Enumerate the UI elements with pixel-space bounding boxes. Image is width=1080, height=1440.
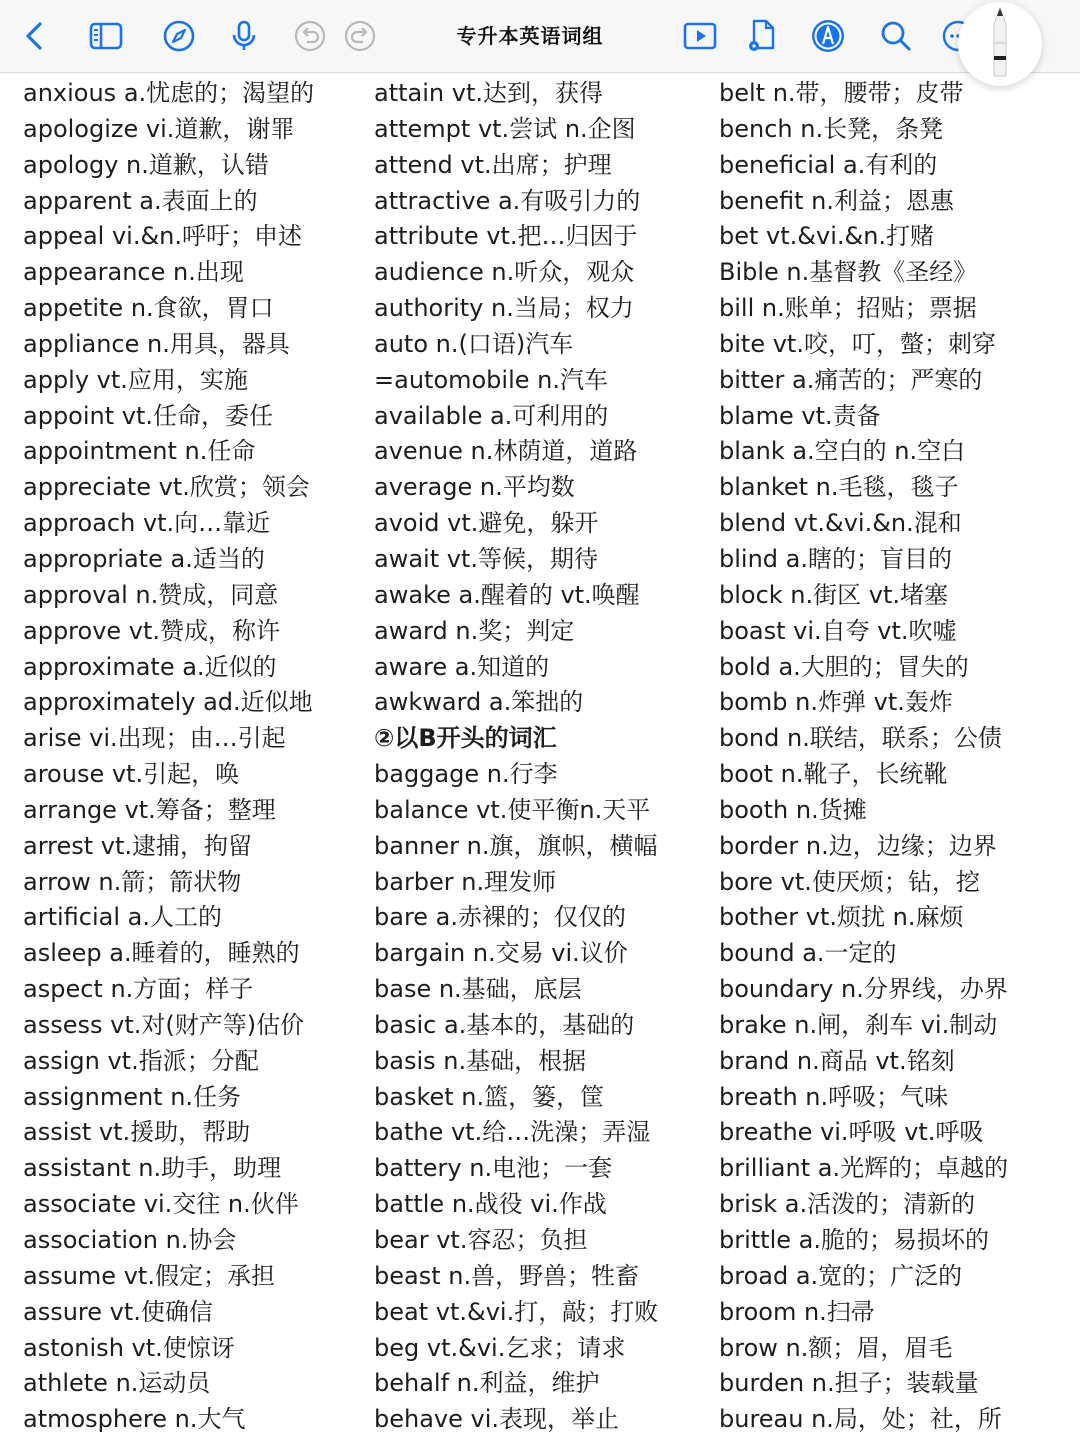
vocab-entry: awake a.醒着的 vt.唤醒: [374, 580, 640, 609]
vocab-entry: bite vt.咬，叮，螫；刺穿: [719, 329, 996, 358]
vocab-entry: apologize vi.道歉，谢罪: [23, 114, 295, 143]
vocab-entry: blanket n.毛毯，毯子: [719, 473, 959, 502]
pencil-tool-icon[interactable]: [958, 2, 1042, 86]
vocab-entry: benefit n.利益；恩惠: [719, 186, 954, 215]
vocab-column-3: [719, 76, 1059, 1438]
search-icon[interactable]: [878, 18, 914, 54]
vocab-entry: bill n.账单；招贴；票据: [719, 294, 977, 323]
undo-icon[interactable]: [292, 18, 328, 54]
vocab-entry: apparent a.表面上的: [23, 186, 258, 215]
vocab-entry: bold a.大胆的；冒失的: [719, 652, 969, 681]
vocab-column-1: [23, 76, 353, 1438]
vocab-entry: breathe vi.呼吸 vt.呼吸: [719, 1118, 984, 1147]
vocab-entry: base n.基础，底层: [374, 975, 582, 1004]
vocab-entry: appropriate a.适当的: [23, 544, 265, 573]
vocab-entry: assist vt.援助，帮助: [23, 1118, 251, 1147]
vocab-entry: Bible n.基督教《圣经》: [719, 258, 978, 287]
vocab-entry: arrest vt.逮捕，拘留: [23, 831, 253, 860]
vocab-entry: award n.奖；判定: [374, 616, 575, 645]
vocab-entry: arouse vt.引起，唤: [23, 760, 240, 789]
vocab-entry: association n.协会: [23, 1226, 237, 1254]
vocab-entry: bet vt.&vi.&n.打赌: [719, 222, 935, 251]
vocab-entry: approach vt.向…靠近: [23, 509, 271, 538]
vocab-entry: anxious a.忧虑的；渴望的: [23, 79, 315, 107]
vocab-entry: broad a.宽的；广泛的: [719, 1261, 963, 1290]
vocab-entry: asleep a.睡着的，睡熟的: [23, 939, 300, 968]
vocab-entry: bare a.赤裸的；仅仅的: [374, 903, 627, 932]
vocab-entry: apply vt.应用，实施: [23, 365, 248, 394]
vocab-entry: average n.平均数: [374, 473, 575, 502]
vocab-entry: boundary n.分界线，办界: [719, 975, 1008, 1004]
vocab-entry: approximately ad.近似地: [23, 688, 313, 717]
vocab-entry: bitter a.痛苦的；严寒的: [719, 365, 983, 394]
vocab-entry: appoint vt.任命，委任: [23, 401, 274, 430]
vocab-entry: bore vt.使厌烦；钻，挖: [719, 867, 980, 896]
vocab-entry: attempt vt.尝试 n.企图: [374, 114, 636, 143]
vocab-entry: border n.边，边缘；边界: [719, 831, 997, 860]
document-icon[interactable]: [745, 18, 781, 54]
vocab-entry: belt n.带，腰带；皮带: [719, 79, 964, 107]
vocab-entry: block n.街区 vt.堵塞: [719, 580, 949, 609]
vocab-entry: beg vt.&vi.乞求；请求: [374, 1333, 626, 1362]
pencil-circle-icon[interactable]: [810, 18, 846, 54]
vocab-entry: balance vt.使平衡n.天平: [374, 795, 651, 824]
vocab-entry: approve vt.赞成，称许: [23, 616, 281, 645]
vocab-entry: burden n.担子；装载量: [719, 1369, 979, 1398]
vocab-entry: brilliant a.光辉的；卓越的: [719, 1154, 1009, 1183]
vocab-entry: astonish vt.使惊讶: [23, 1333, 235, 1362]
vocab-entry: auto n.(口语)汽车: [374, 329, 574, 358]
vocab-entry: apology n.道歉，认错: [23, 150, 269, 179]
microphone-icon[interactable]: [226, 18, 262, 54]
vocab-entry: available a.可利用的: [374, 401, 609, 430]
vocab-entry: aspect n.方面；样子: [23, 975, 254, 1004]
vocab-entry: awkward a.笨拙的: [374, 688, 584, 717]
vocab-entry: bond n.联结，联系；公债: [719, 724, 1002, 753]
play-icon[interactable]: [682, 18, 718, 54]
vocab-entry: appreciate vt.欣赏；领会: [23, 473, 310, 502]
vocab-entry: bomb n.炸弹 vt.轰炸: [719, 688, 953, 717]
vocab-entry: assignment n.任务: [23, 1082, 242, 1111]
vocab-entry: barber n.理发师: [374, 867, 557, 896]
vocab-entry: athlete n.运动员: [23, 1369, 211, 1398]
section-heading: ②以B开头的词汇: [374, 724, 557, 753]
vocab-entry: blame vt.责备: [719, 401, 881, 430]
vocab-entry: blind a.瞎的；盲目的: [719, 544, 952, 573]
vocab-entry: brow n.额；眉，眉毛: [719, 1333, 953, 1362]
vocab-entry: blank a.空白的 n.空白: [719, 437, 966, 466]
vocab-entry: bound a.一定的: [719, 939, 897, 968]
vocab-entry: arise vi.出现；由…引起: [23, 724, 286, 753]
vocab-entry: brake n.闸，刹车 vi.制动: [719, 1010, 998, 1039]
vocab-entry: behalf n.利益，维护: [374, 1369, 600, 1398]
vocab-entry: bear vt.容忍；负担: [374, 1226, 588, 1254]
vocab-entry: assure vt.使确信: [23, 1297, 213, 1326]
vocab-entry: basis n.基础，根据: [374, 1046, 587, 1075]
vocab-entry: breath n.呼吸；气味: [719, 1082, 949, 1111]
vocab-entry: beneficial a.有利的: [719, 150, 938, 179]
vocab-entry: brand n.商品 vt.铭刻: [719, 1046, 955, 1075]
vocab-entry: battle n.战役 vi.作战: [374, 1190, 607, 1219]
document-title: 专升本英语词组: [456, 24, 604, 48]
vocab-entry: boast vi.自夸 vt.吹嘘: [719, 616, 957, 645]
vocab-entry: beast n.兽，野兽；牲畜: [374, 1261, 640, 1290]
vocab-entry: bargain n.交易 vi.议价: [374, 939, 628, 968]
vocab-entry: atmosphere n.大气: [23, 1405, 246, 1434]
vocab-entry: brisk a.活泼的；清新的: [719, 1190, 976, 1219]
vocab-entry: arrange vt.筹备；整理: [23, 795, 276, 824]
vocab-entry: bench n.长凳，条凳: [719, 114, 944, 143]
vocab-entry: =automobile n.汽车: [374, 365, 608, 394]
redo-icon[interactable]: [342, 18, 378, 54]
vocab-entry: attractive a.有吸引力的: [374, 186, 641, 215]
vocab-entry: approximate a.近似的: [23, 652, 277, 681]
vocab-entry: banner n.旗，旗帜，横幅: [374, 831, 658, 860]
vocab-entry: aware a.知道的: [374, 652, 550, 681]
vocab-entry: assume vt.假定；承担: [23, 1261, 275, 1290]
vocab-entry: bureau n.局，处；社，所: [719, 1405, 1002, 1434]
toolbar: [0, 0, 1080, 73]
vocab-entry: bother vt.烦扰 n.麻烦: [719, 903, 964, 932]
vocab-entry: artificial a.人工的: [23, 903, 222, 932]
vocab-entry: broom n.扫帚: [719, 1297, 875, 1326]
vocab-entry: await vt.等候，期待: [374, 544, 598, 573]
vocab-entry: beat vt.&vi.打，敲；打败: [374, 1297, 659, 1326]
vocab-entry: basic a.基本的，基础的: [374, 1010, 635, 1039]
vocab-entry: authority n.当局；权力: [374, 294, 634, 323]
vocab-entry: approval n.赞成，同意: [23, 580, 279, 609]
vocab-entry: appearance n.出现: [23, 258, 244, 287]
vocab-entry: battery n.电池；一套: [374, 1154, 613, 1183]
vocab-entry: assistant n.助手，助理: [23, 1154, 282, 1183]
vocab-entry: appeal vi.&n.呼吁；申述: [23, 222, 302, 251]
vocab-entry: blend vt.&vi.&n.混和: [719, 509, 962, 538]
vocab-entry: booth n.货摊: [719, 795, 867, 824]
vocab-entry: avoid vt.避免，躲开: [374, 509, 599, 538]
vocab-entry: appointment n.任命: [23, 437, 256, 466]
vocab-entry: associate vi.交往 n.伙伴: [23, 1190, 299, 1219]
vocab-entry: avenue n.林荫道，道路: [374, 437, 638, 466]
vocab-entry: baggage n.行李: [374, 760, 558, 789]
vocab-entry: boot n.靴子，长统靴: [719, 760, 948, 789]
sidebar-icon[interactable]: [88, 18, 124, 54]
back-chevron-icon[interactable]: [18, 18, 54, 54]
vocab-entry: attend vt.出席；护理: [374, 150, 612, 179]
vocab-entry: audience n.听众，观众: [374, 258, 635, 287]
vocab-entry: appliance n.用具，器具: [23, 329, 290, 358]
vocabulary-page: [0, 76, 1080, 1440]
vocab-entry: behave vi.表现，举止: [374, 1405, 620, 1434]
vocab-column-2: [374, 76, 704, 1438]
vocab-entry: appetite n.食欲，胃口: [23, 294, 274, 323]
vocab-entry: arrow n.箭；箭状物: [23, 867, 242, 896]
vocab-entry: assess vt.对(财产等)估价: [23, 1010, 305, 1039]
vocab-entry: basket n.篮，篓，筐: [374, 1082, 605, 1111]
vocab-entry: assign vt.指派；分配: [23, 1046, 259, 1075]
vocab-entry: attain vt.达到，获得: [374, 79, 603, 107]
vocab-entry: attribute vt.把…归因于: [374, 222, 638, 251]
vocab-entry: brittle a.脆的；易损坏的: [719, 1226, 989, 1254]
compass-icon[interactable]: [161, 18, 197, 54]
vocab-entry: bathe vt.给…洗澡；弄湿: [374, 1118, 651, 1147]
